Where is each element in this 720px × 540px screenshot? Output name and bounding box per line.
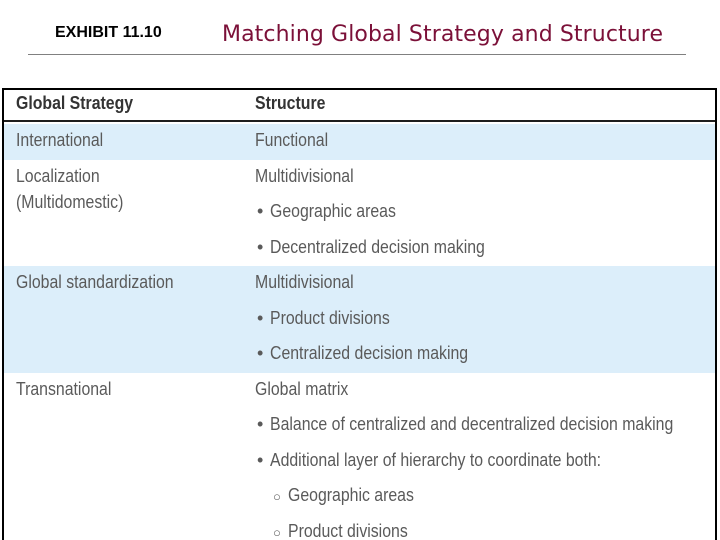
title-divider	[28, 54, 686, 55]
sub-bullet-item: Product divisions	[288, 520, 408, 540]
bullet-item: Centralized decision making	[270, 343, 469, 363]
strategy-cell: Localization	[16, 165, 100, 186]
structure-cell: Multidivisional	[255, 165, 354, 186]
strategy-cell: International	[16, 130, 104, 150]
bullet-icon: •	[257, 236, 264, 257]
strategy-cell: Global standardization	[16, 272, 174, 292]
table-row	[4, 124, 715, 160]
sub-bullet-item: Geographic areas	[288, 485, 414, 505]
sub-bullet-icon: ○	[273, 524, 281, 540]
sub-bullet-icon: ○	[273, 489, 281, 504]
structure-cell: Multidivisional	[255, 272, 354, 292]
bullet-icon: •	[257, 343, 264, 363]
strategy-cell: Transnational	[16, 378, 112, 399]
structure-cell: Functional	[255, 130, 329, 150]
structure-cell: Global matrix	[255, 378, 349, 399]
table-row	[4, 266, 715, 373]
header-rule	[4, 120, 715, 122]
table-header-row	[4, 90, 715, 124]
bullet-item: Product divisions	[270, 307, 390, 328]
bullet-icon: •	[257, 449, 264, 470]
bullet-icon: •	[257, 201, 264, 221]
table-row	[4, 373, 715, 540]
column-header-structure: Structure	[255, 93, 326, 113]
bullet-item: Additional layer of hierarchy to coordinate both:	[270, 449, 602, 470]
bullet-item: Balance of centralized and decentralized decision making	[270, 414, 674, 434]
bullet-icon: •	[257, 307, 264, 328]
slide-title: Matching Global Strategy and Structure	[222, 22, 664, 47]
column-header-global-strategy: Global Strategy	[16, 93, 134, 113]
exhibit-label: EXHIBIT 11.10	[55, 24, 162, 41]
bullet-icon: •	[257, 414, 264, 434]
strategy-cell: (Multidomestic)	[16, 191, 124, 212]
bullet-item: Geographic areas	[270, 201, 396, 221]
strategy-structure-table	[2, 88, 717, 540]
table-row	[4, 160, 715, 267]
bullet-item: Decentralized decision making	[270, 236, 485, 257]
